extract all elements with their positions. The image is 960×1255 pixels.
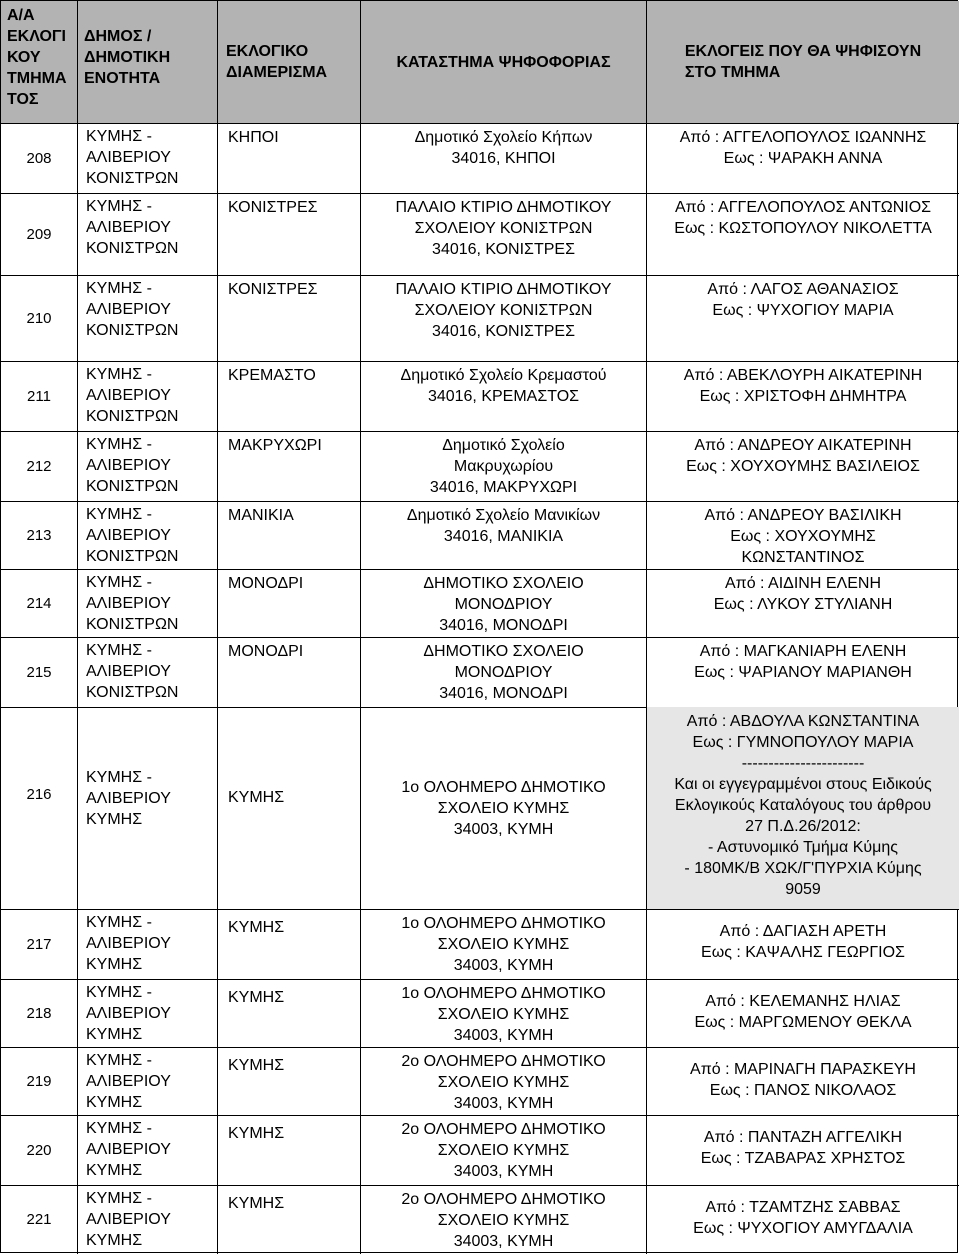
municipality-cell — [78, 501, 218, 569]
municipality-text: ΑΛΙΒΕΡΙΟΥ — [86, 527, 171, 544]
header-text: ΣΤΟ ΤΜΗΜΑ — [684, 64, 781, 81]
header-text: ΕΚΛΟΓΕΙΣ ΠΟΥ ΘΑ ΨΗΦΙΣΟΥΝ — [684, 43, 922, 60]
municipality-text: ΚΥΜΗΣ - — [86, 198, 152, 215]
electoral-district-cell — [218, 501, 361, 569]
table-row — [1, 637, 959, 707]
municipality-text: ΚΟΝΙΣΤΡΩΝ — [86, 684, 179, 701]
voters-text: Από : ΑΙΔΙΝΗ ΕΛΕΝΗ — [724, 575, 881, 592]
municipality-text: ΑΛΙΒΕΡΙΟΥ — [86, 663, 171, 680]
electoral-district-text: ΜΑΚΡΥΧΩΡΙ — [228, 437, 322, 454]
electoral-district-text: ΜΟΝΟΔΡΙ — [228, 643, 304, 660]
polling-station-text: 34003, ΚΥΜΗ — [453, 821, 554, 838]
municipality-cell — [78, 979, 218, 1047]
polling-station-text: 34003, ΚΥΜΗ — [453, 1027, 554, 1044]
section-number: 213 — [1, 501, 78, 569]
polling-station-text: ΠΑΛΑΙΟ ΚΤΙΡΙΟ ΔΗΜΟΤΙΚΟΥ — [395, 199, 612, 216]
section-number: 217 — [1, 909, 78, 979]
electoral-district-cell — [218, 637, 361, 707]
voters-cell — [647, 1185, 959, 1254]
voters-text: 9059 — [785, 881, 821, 898]
municipality-text: ΚΟΝΙΣΤΡΩΝ — [86, 478, 179, 495]
municipality-text: ΚΥΜΗΣ - — [86, 642, 152, 659]
polling-station-text: Μακρυχωρίου — [453, 458, 554, 475]
voters-text: Και οι εγγεγραμμένοι στους Ειδικούς — [674, 776, 932, 793]
electoral-district-text: ΚΥΜΗΣ — [228, 919, 285, 936]
electoral-district-text: ΜΟΝΟΔΡΙ — [228, 575, 304, 592]
municipality-text: ΑΛΙΒΕΡΙΟΥ — [86, 790, 171, 807]
polling-station-cell — [361, 431, 647, 501]
polling-station-text: 34016, ΚΗΠΟΙ — [451, 150, 556, 167]
header-text: ΚΑΤΑΣΤΗΜΑ ΨΗΦΟΦΟΡΙΑΣ — [396, 53, 611, 71]
polling-station-text: ΔΗΜΟΤΙΚΟ ΣΧΟΛΕΙΟ — [423, 575, 584, 592]
municipality-text: ΚΥΜΗΣ - — [86, 366, 152, 383]
municipality-text: ΑΛΙΒΕΡΙΟΥ — [86, 1211, 171, 1228]
header-electoral-district — [218, 1, 361, 123]
municipality-text: ΚΥΜΗΣ - — [86, 436, 152, 453]
electoral-district-cell — [218, 979, 361, 1047]
voters-cell — [647, 361, 959, 431]
electoral-district-cell — [218, 1115, 361, 1185]
voters-cell — [647, 123, 959, 193]
voters-cell — [647, 275, 959, 361]
polling-station-text: ΣΧΟΛΕΙΟΥ ΚΟΝΙΣΤΡΩΝ — [414, 220, 593, 237]
municipality-cell — [78, 707, 218, 909]
voters-text: Από : ΔΑΓΙΑΣΗ ΑΡΕΤΗ — [719, 923, 887, 940]
municipality-text: ΑΛΙΒΕΡΙΟΥ — [86, 1005, 171, 1022]
header-section-number — [1, 1, 78, 123]
electoral-district-cell — [218, 123, 361, 193]
municipality-text: ΚΥΜΗΣ — [86, 1026, 143, 1043]
voters-cell — [647, 979, 959, 1047]
table-row — [1, 569, 959, 637]
electoral-district-cell — [218, 431, 361, 501]
header-polling-station — [361, 1, 647, 123]
municipality-text: ΚΥΜΗΣ — [86, 1232, 143, 1249]
polling-station-text: 34003, ΚΥΜΗ — [453, 957, 554, 974]
municipality-text: ΚΟΝΙΣΤΡΩΝ — [86, 322, 179, 339]
municipality-text: ΑΛΙΒΕΡΙΟΥ — [86, 301, 171, 318]
voters-text: Εως : ΜΑΡΓΩΜΕΝΟΥ ΘΕΚΛΑ — [694, 1014, 912, 1031]
electoral-district-text: ΚΥΜΗΣ — [228, 789, 285, 806]
voters-cell — [647, 193, 959, 275]
municipality-cell — [78, 193, 218, 275]
polling-station-text: Δημοτικό Σχολείο Κήπων — [414, 129, 593, 146]
voters-text: Εως : ΚΩΣΤΟΠΟΥΛΟΥ ΝΙΚΟΛΕΤΤΑ — [674, 220, 932, 237]
section-number: 209 — [1, 193, 78, 275]
section-number: 216 — [1, 707, 78, 909]
section-number: 208 — [1, 123, 78, 193]
polling-station-text: ΜΟΝΟΔΡΙΟΥ — [454, 596, 553, 613]
electoral-district-cell — [218, 361, 361, 431]
section-number: 214 — [1, 569, 78, 637]
polling-station-cell — [361, 569, 647, 637]
table-row — [1, 1115, 959, 1185]
voters-text: Εως : ΠΑΝΟΣ ΝΙΚΟΛΑΟΣ — [709, 1082, 897, 1099]
municipality-text: ΚΥΜΗΣ - — [86, 128, 152, 145]
table-header — [1, 1, 959, 123]
municipality-text: ΚΟΝΙΣΤΡΩΝ — [86, 170, 179, 187]
polling-station-text: ΠΑΛΑΙΟ ΚΤΙΡΙΟ ΔΗΜΟΤΙΚΟΥ — [395, 281, 612, 298]
electoral-district-text: ΚΥΜΗΣ — [228, 1195, 285, 1212]
municipality-text: ΑΛΙΒΕΡΙΟΥ — [86, 219, 171, 236]
header-text: ΔΙΑΜΕΡΙΣΜΑ — [226, 64, 328, 81]
table-row — [1, 501, 959, 569]
electoral-district-text: ΚΥΜΗΣ — [228, 1125, 285, 1142]
voters-cell — [647, 569, 959, 637]
section-number: 220 — [1, 1115, 78, 1185]
municipality-text: ΑΛΙΒΕΡΙΟΥ — [86, 935, 171, 952]
voters-text: Από : ΑΒΔΟΥΛΑ ΚΩΝΣΤΑΝΤΙΝΑ — [686, 713, 920, 730]
header-text: ΤΟΣ — [7, 91, 39, 108]
polling-station-text: ΣΧΟΛΕΙΟΥ ΚΟΝΙΣΤΡΩΝ — [414, 302, 593, 319]
header-text: ΤΜΗΜΑ — [7, 70, 67, 87]
section-number: 211 — [1, 361, 78, 431]
electoral-district-text: ΚΡΕΜΑΣΤΟ — [228, 367, 316, 384]
polling-station-text: Δημοτικό Σχολείο — [442, 437, 565, 454]
municipality-cell — [78, 123, 218, 193]
table-row — [1, 909, 959, 979]
electoral-district-text: ΚΗΠΟΙ — [228, 129, 279, 146]
electoral-district-text: ΚΟΝΙΣΤΡΕΣ — [228, 199, 318, 216]
polling-station-text: 34003, ΚΥΜΗ — [453, 1163, 554, 1180]
polling-station-text: ΜΟΝΟΔΡΙΟΥ — [454, 664, 553, 681]
municipality-cell — [78, 1047, 218, 1115]
voters-text: Από : ΑΒΕΚΛΟΥΡΗ ΑΙΚΑΤΕΡΙΝΗ — [683, 367, 923, 384]
voters-text: Εως : ΧΟΥΧΟΥΜΗΣ ΒΑΣΙΛΕΙΟΣ — [686, 458, 920, 475]
municipality-cell — [78, 431, 218, 501]
municipality-text: ΚΥΜΗΣ — [86, 1162, 143, 1179]
polling-station-text: ΣΧΟΛΕΙΟ ΚΥΜΗΣ — [437, 1212, 570, 1229]
voters-text: - 180ΜΚ/Β ΧΩΚ/Γ'ΠΥΡΧΙΑ Κύμης — [684, 860, 922, 877]
municipality-text: ΚΥΜΗΣ - — [86, 1120, 152, 1137]
table-row — [1, 275, 959, 361]
polling-station-cell — [361, 123, 647, 193]
table-row — [1, 193, 959, 275]
polling-station-cell — [361, 637, 647, 707]
polling-station-text: ΣΧΟΛΕΙΟ ΚΥΜΗΣ — [437, 1142, 570, 1159]
polling-station-text: 34016, ΚΟΝΙΣΤΡΕΣ — [432, 241, 575, 258]
polling-station-cell — [361, 1185, 647, 1254]
polling-station-cell — [361, 361, 647, 431]
voters-text: ΚΩΝΣΤΑΝΤΙΝΟΣ — [741, 549, 865, 566]
polling-station-cell — [361, 1047, 647, 1115]
municipality-text: ΚΥΜΗΣ - — [86, 984, 152, 1001]
header-text: Α/Α — [7, 7, 35, 24]
voters-cell — [647, 431, 959, 501]
municipality-cell — [78, 1115, 218, 1185]
municipality-text: ΚΟΝΙΣΤΡΩΝ — [86, 548, 179, 565]
section-number: 215 — [1, 637, 78, 707]
municipality-text: ΚΥΜΗΣ — [86, 1094, 143, 1111]
voters-text: Εως : ΤΖΑΒΑΡΑΣ ΧΡΗΣΤΟΣ — [700, 1150, 906, 1167]
municipality-text: ΑΛΙΒΕΡΙΟΥ — [86, 595, 171, 612]
voters-cell — [647, 909, 959, 979]
municipality-text: ΑΛΙΒΕΡΙΟΥ — [86, 457, 171, 474]
voters-text: Από : ΛΑΓΟΣ ΑΘΑΝΑΣΙΟΣ — [707, 281, 899, 298]
voters-text: Από : ΤΖΑΜΤΖΗΣ ΣΑΒΒΑΣ — [705, 1199, 901, 1216]
polling-station-text: 1ο ΟΛΟΗΜΕΡΟ ΔΗΜΟΤΙΚΟ — [401, 915, 606, 932]
municipality-text: ΚΥΜΗΣ - — [86, 574, 152, 591]
electoral-district-text: ΚΟΝΙΣΤΡΕΣ — [228, 281, 318, 298]
polling-station-text: 34016, ΜΟΝΟΔΡΙ — [439, 617, 568, 634]
voters-text: Από : ΑΝΔΡΕΟΥ ΑΙΚΑΤΕΡΙΝΗ — [694, 437, 912, 454]
section-number: 212 — [1, 431, 78, 501]
electoral-district-cell — [218, 569, 361, 637]
municipality-cell — [78, 275, 218, 361]
municipality-text: ΚΟΝΙΣΤΡΩΝ — [86, 616, 179, 633]
municipality-cell — [78, 909, 218, 979]
municipality-text: ΚΥΜΗΣ - — [86, 1052, 152, 1069]
polling-station-text: ΣΧΟΛΕΙΟ ΚΥΜΗΣ — [437, 800, 570, 817]
header-municipality — [78, 1, 218, 123]
municipality-text: ΚΥΜΗΣ - — [86, 769, 152, 786]
polling-station-text: 1ο ΟΛΟΗΜΕΡΟ ΔΗΜΟΤΙΚΟ — [401, 985, 606, 1002]
municipality-text: ΑΛΙΒΕΡΙΟΥ — [86, 1073, 171, 1090]
voters-text: 27 Π.Δ.26/2012: — [745, 818, 861, 835]
table-row — [1, 1185, 959, 1254]
municipality-text: ΚΥΜΗΣ - — [86, 506, 152, 523]
municipality-text: ΚΥΜΗΣ - — [86, 280, 152, 297]
electoral-district-cell — [218, 275, 361, 361]
polling-station-cell — [361, 275, 647, 361]
municipality-text: ΚΥΜΗΣ - — [86, 1190, 152, 1207]
polling-station-text: 2ο ΟΛΟΗΜΕΡΟ ΔΗΜΟΤΙΚΟ — [401, 1191, 606, 1208]
municipality-cell — [78, 361, 218, 431]
voters-text: Από : ΑΝΔΡΕΟΥ ΒΑΣΙΛΙΚΗ — [704, 507, 902, 524]
polling-station-text: ΣΧΟΛΕΙΟ ΚΥΜΗΣ — [437, 1074, 570, 1091]
municipality-text: ΚΟΝΙΣΤΡΩΝ — [86, 240, 179, 257]
table-row — [1, 707, 959, 909]
voters-text: Εως : ΓΥΜΝΟΠΟΥΛΟΥ ΜΑΡΙΑ — [692, 734, 914, 751]
polling-station-text: 34016, ΜΟΝΟΔΡΙ — [439, 685, 568, 702]
polling-station-text: 1ο ΟΛΟΗΜΕΡΟ ΔΗΜΟΤΙΚΟ — [401, 779, 606, 796]
municipality-text: ΑΛΙΒΕΡΙΟΥ — [86, 1141, 171, 1158]
polling-station-text: ΣΧΟΛΕΙΟ ΚΥΜΗΣ — [437, 936, 570, 953]
polling-station-cell — [361, 501, 647, 569]
polling-station-text: 34016, ΚΟΝΙΣΤΡΕΣ — [432, 323, 575, 340]
voters-cell — [647, 707, 959, 909]
table-row — [1, 979, 959, 1047]
voters-text: ----------------------- — [741, 755, 865, 772]
voters-text: Εκλογικούς Καταλόγους του άρθρου — [674, 797, 932, 814]
polling-station-cell — [361, 1115, 647, 1185]
section-number: 221 — [1, 1185, 78, 1254]
header-voters — [647, 1, 959, 123]
polling-station-text: 34016, ΜΑΝΙΚΙΑ — [443, 528, 564, 545]
voters-text: Από : ΠΑΝΤΑΖΗ ΑΓΓΕΛΙΚΗ — [703, 1129, 903, 1146]
table-row — [1, 1047, 959, 1115]
polling-station-cell — [361, 707, 647, 909]
municipality-text: ΑΛΙΒΕΡΙΟΥ — [86, 387, 171, 404]
section-number: 210 — [1, 275, 78, 361]
polling-station-cell — [361, 909, 647, 979]
table-row — [1, 361, 959, 431]
municipality-cell — [78, 569, 218, 637]
polling-station-text: 34016, ΚΡΕΜΑΣΤΟΣ — [427, 388, 580, 405]
electoral-district-text: ΚΥΜΗΣ — [228, 989, 285, 1006]
header-text: ΕΚΛΟΓΙ — [7, 28, 66, 45]
electoral-district-cell — [218, 1185, 361, 1254]
voters-text: Εως : ΧΡΙΣΤΟΦΗ ΔΗΜΗΤΡΑ — [699, 388, 907, 405]
municipality-text: ΚΥΜΗΣ — [86, 956, 143, 973]
municipality-cell — [78, 1185, 218, 1254]
polling-station-text: ΔΗΜΟΤΙΚΟ ΣΧΟΛΕΙΟ — [423, 643, 584, 660]
voters-text: Εως : ΛΥΚΟΥ ΣΤΥΛΙΑΝΗ — [713, 596, 893, 613]
section-number: 218 — [1, 979, 78, 1047]
voters-cell — [647, 637, 959, 707]
voters-text: Από : ΜΑΡΙΝΑΓΗ ΠΑΡΑΣΚΕΥΗ — [690, 1061, 916, 1078]
section-number: 219 — [1, 1047, 78, 1115]
voters-text: Από : ΜΑΓΚΑΝΙΑΡΗ ΕΛΕΝΗ — [699, 643, 907, 660]
voters-cell — [647, 501, 959, 569]
polling-station-text: 2ο ΟΛΟΗΜΕΡΟ ΔΗΜΟΤΙΚΟ — [401, 1121, 606, 1138]
voters-text: Από : ΑΓΓΕΛΟΠΟΥΛΟΣ ΙΩΑΝΝΗΣ — [679, 129, 927, 146]
voters-text: Από : ΑΓΓΕΛΟΠΟΥΛΟΣ ΑΝΤΩΝΙΟΣ — [674, 199, 932, 216]
polling-station-text: Δημοτικό Σχολείο Μανικίων — [406, 507, 601, 524]
header-text: ΔΗΜΟΣ / — [84, 28, 152, 45]
electoral-district-cell — [218, 909, 361, 979]
header-text: ΔΗΜΟΤΙΚΗ — [84, 49, 171, 66]
voters-text: Εως : ΧΟΥΧΟΥΜΗΣ — [730, 528, 876, 545]
municipality-text: ΑΛΙΒΕΡΙΟΥ — [86, 149, 171, 166]
electoral-district-text: ΚΥΜΗΣ — [228, 1057, 285, 1074]
electoral-district-cell — [218, 193, 361, 275]
header-text: ΕΝΟΤΗΤΑ — [84, 70, 161, 87]
voters-text: Εως : ΨΑΡΑΚΗ ΑΝΝΑ — [723, 150, 883, 167]
voters-text: Εως : ΚΑΨΑΛΗΣ ΓΕΩΡΓΙΟΣ — [701, 944, 905, 961]
polling-station-text: Δημοτικό Σχολείο Κρεμαστού — [400, 367, 607, 384]
municipality-text: ΚΥΜΗΣ - — [86, 914, 152, 931]
polling-station-text: 34003, ΚΥΜΗ — [453, 1233, 554, 1250]
table-row — [1, 431, 959, 501]
polling-station-cell — [361, 193, 647, 275]
voters-text: - Αστυνομικό Τμήμα Κύμης — [708, 839, 898, 856]
voters-text: Εως : ΨΑΡΙΑΝΟΥ ΜΑΡΙΑΝΘΗ — [694, 664, 912, 681]
polling-station-text: 34016, ΜΑΚΡΥΧΩΡΙ — [429, 479, 578, 496]
polling-station-text: 34003, ΚΥΜΗ — [453, 1095, 554, 1112]
table-row — [1, 123, 959, 193]
voters-text: Εως : ΨΥΧΟΓΙΟΥ ΑΜΥΓΔΑΛΙΑ — [693, 1220, 913, 1237]
voters-cell — [647, 1115, 959, 1185]
municipality-cell — [78, 637, 218, 707]
municipality-text: ΚΟΝΙΣΤΡΩΝ — [86, 408, 179, 425]
electoral-district-cell — [218, 1047, 361, 1115]
header-text: ΚΟΥ — [7, 49, 41, 66]
municipality-text: ΚΥΜΗΣ — [86, 811, 143, 828]
polling-station-cell — [361, 979, 647, 1047]
electoral-district-text: ΜΑΝΙΚΙΑ — [228, 507, 294, 524]
voters-cell — [647, 1047, 959, 1115]
voters-text: Από : ΚΕΛΕΜΑΝΗΣ ΗΛΙΑΣ — [705, 993, 901, 1010]
polling-station-text: 2ο ΟΛΟΗΜΕΡΟ ΔΗΜΟΤΙΚΟ — [401, 1053, 606, 1070]
polling-station-text: ΣΧΟΛΕΙΟ ΚΥΜΗΣ — [437, 1006, 570, 1023]
voters-text: Εως : ΨΥΧΟΓΙΟΥ ΜΑΡΙΑ — [712, 302, 894, 319]
electoral-district-cell — [218, 707, 361, 909]
header-text: ΕΚΛΟΓΙΚΟ — [226, 43, 309, 60]
